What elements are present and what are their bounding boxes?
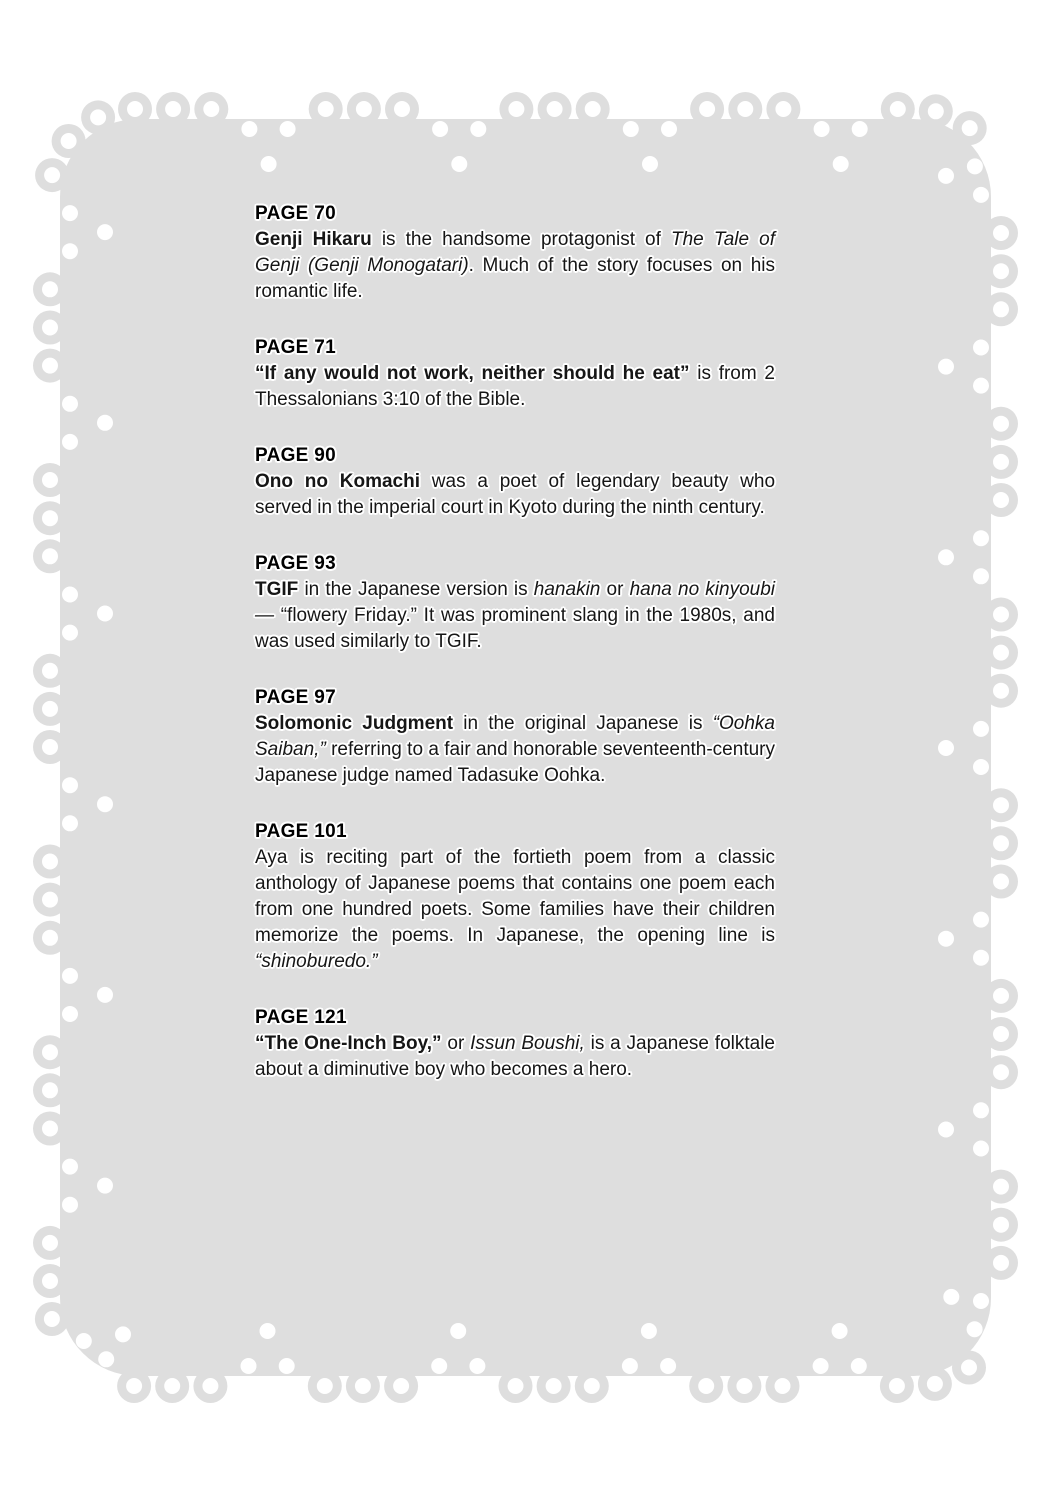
note-page-header: PAGE 121 (255, 1007, 347, 1028)
note-text: Aya is reciting part of the fortieth poem from a classic anthology of Japanese poems that contains one poem each from one hundred poets. Some families have their children memorize the poems. In Japanese, the opening line is “shinoburedo.” (255, 847, 775, 972)
note-section (255, 335, 775, 413)
note-section (255, 1005, 775, 1083)
note-text: Ono no Komachi was a poet of legendary beauty who served in the imperial court in Kyoto during the ninth century. (255, 471, 776, 518)
note-section (255, 685, 775, 789)
note-page-header: PAGE 70 (255, 203, 336, 224)
note-page-header: PAGE 101 (255, 821, 347, 842)
note-text: “The One-Inch Boy,” or Issun Boushi, is a Japanese folktale about a diminutive boy who becomes a hero. (255, 1033, 776, 1080)
note-text: “If any would not work, neither should he eat” is from 2 Thessalonians 3:10 of the Bible. (255, 363, 776, 410)
note-page-header: PAGE 97 (255, 687, 336, 708)
note-section (255, 819, 775, 975)
translation-notes (255, 201, 775, 1113)
note-page-header: PAGE 90 (255, 445, 336, 466)
note-section (255, 201, 775, 305)
note-page-header: PAGE 71 (255, 337, 336, 358)
note-section (255, 443, 775, 521)
note-text: TGIF in the Japanese version is hanakin or hana no kinyoubi— “flowery Friday.” It was prominent slang in the 1980s, and was used similarly to TGIF. (255, 579, 776, 652)
note-page-header: PAGE 93 (255, 553, 336, 574)
note-text: Solomonic Judgment in the original Japanese is “Oohka Saiban,” referring to a fair and honorable seventeenth-century Japanese judge named Tadasuke Oohka. (255, 713, 775, 786)
note-section (255, 551, 775, 655)
note-text: Genji Hikaru is the handsome protagonist of The Tale of Genji (Genji Monogatari). Much of the story focuses on his romantic life. (255, 229, 776, 302)
